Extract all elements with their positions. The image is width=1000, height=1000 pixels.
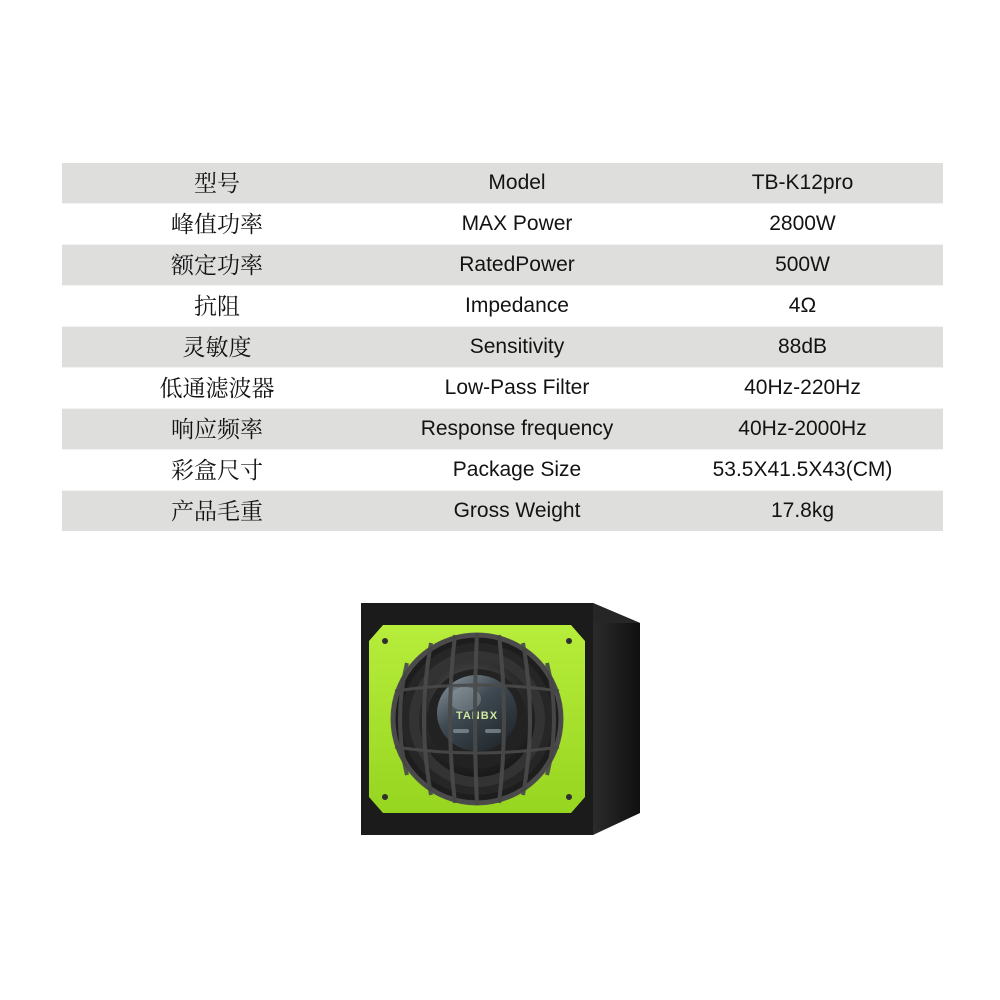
spec-label-en: Package Size bbox=[372, 450, 662, 491]
spec-label-en: MAX Power bbox=[372, 204, 662, 245]
brand-logo-text: TANBX bbox=[455, 710, 499, 722]
spec-value: 88dB bbox=[662, 327, 943, 368]
spec-label-cn: 灵敏度 bbox=[62, 327, 372, 368]
spec-label-en: Low-Pass Filter bbox=[372, 368, 662, 409]
table-row bbox=[62, 368, 943, 409]
spec-value: 53.5X41.5X43(CM) bbox=[662, 450, 943, 491]
spec-value: 17.8kg bbox=[662, 491, 943, 532]
table-row bbox=[62, 409, 943, 450]
spec-label-cn: 彩盒尺寸 bbox=[62, 450, 372, 491]
spec-label-cn: 型号 bbox=[62, 163, 372, 204]
spec-label-en: Response frequency bbox=[372, 409, 662, 450]
spec-label-cn: 产品毛重 bbox=[62, 491, 372, 532]
spec-label-cn: 额定功率 bbox=[62, 245, 372, 286]
spec-value: 500W bbox=[662, 245, 943, 286]
table-row bbox=[62, 286, 943, 327]
spec-value: 4Ω bbox=[662, 286, 943, 327]
spec-value: 40Hz-220Hz bbox=[662, 368, 943, 409]
spec-label-en: RatedPower bbox=[372, 245, 662, 286]
table-row bbox=[62, 245, 943, 286]
spec-label-cn: 响应频率 bbox=[62, 409, 372, 450]
table-row bbox=[62, 327, 943, 368]
spec-label-cn: 峰值功率 bbox=[62, 204, 372, 245]
table-row bbox=[62, 450, 943, 491]
spec-label-en: Sensitivity bbox=[372, 327, 662, 368]
table-row bbox=[62, 491, 943, 532]
spec-label-en: Model bbox=[372, 163, 662, 204]
table-row bbox=[62, 204, 943, 245]
spec-label-en: Gross Weight bbox=[372, 491, 662, 532]
spec-label-cn: 抗阻 bbox=[62, 286, 372, 327]
spec-value: TB-K12pro bbox=[662, 163, 943, 204]
spec-value: 40Hz-2000Hz bbox=[662, 409, 943, 450]
table-body bbox=[62, 163, 943, 531]
product-photo bbox=[345, 595, 650, 845]
spec-label-en: Impedance bbox=[372, 286, 662, 327]
spec-value: 2800W bbox=[662, 204, 943, 245]
specification-table bbox=[62, 163, 943, 531]
table-row bbox=[62, 163, 943, 204]
spec-label-cn: 低通滤波器 bbox=[62, 368, 372, 409]
